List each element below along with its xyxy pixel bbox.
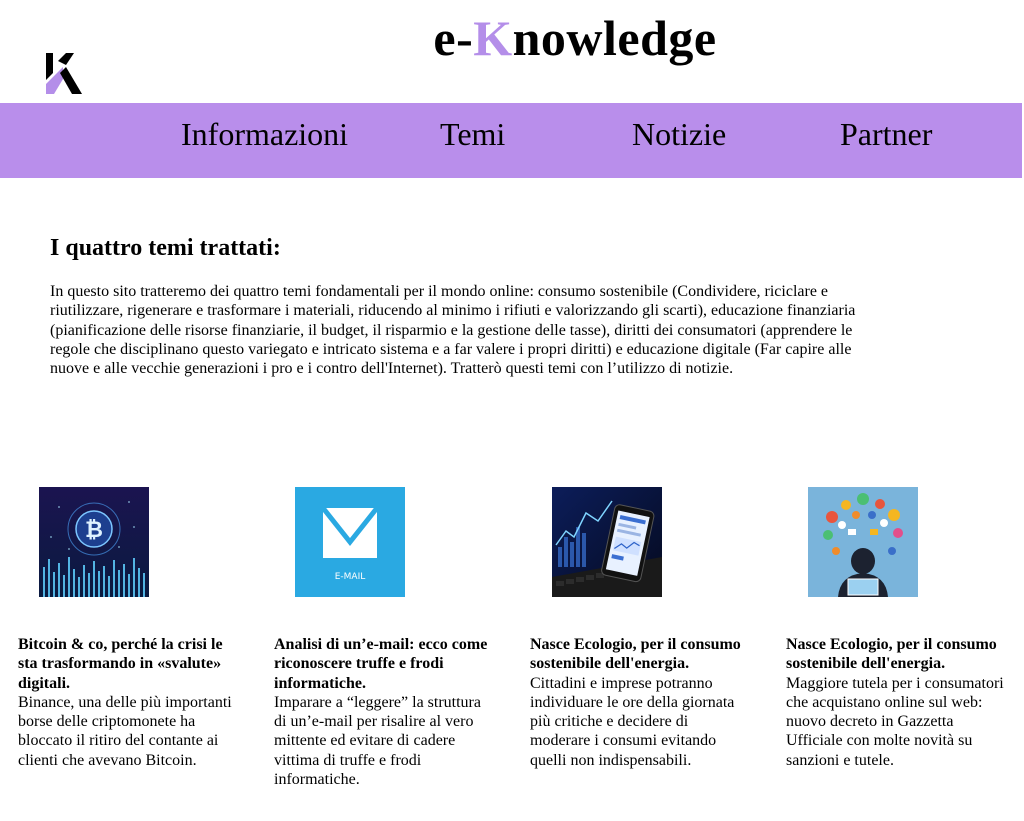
nav-informazioni[interactable]: Informazioni	[181, 116, 349, 152]
site-title-accent: K	[473, 10, 513, 66]
smartphone-chart-image[interactable]	[552, 487, 662, 597]
nav-partner[interactable]: Partner	[840, 116, 933, 152]
news-title[interactable]: Bitcoin & co, perché la crisi le sta trasformando in «svalute» digitali.	[18, 636, 223, 692]
site-title-prefix: e-	[433, 10, 474, 66]
svg-text:₿: ₿	[85, 518, 103, 543]
news-description: Binance, una delle più importanti borse delle criptomonete ha bloccato il ritiro del contante ai clienti che avevano Bitcoin.	[18, 693, 232, 769]
bitcoin-image[interactable]	[39, 487, 149, 597]
news-title[interactable]: Nasce Ecologio, per il consumo sostenibile dell'energia.	[530, 636, 741, 673]
site-title-rest: nowledge	[512, 10, 717, 66]
email-image-caption: E-MAIL	[334, 572, 366, 582]
email-image[interactable]	[295, 487, 405, 597]
section-heading: I quattro temi trattati:	[50, 235, 281, 261]
news-description: Imparare a “leggere” la struttura di un’e-mail per risalire al vero mittente ed evitare di cadere vittima di truffe e frodi informatiche.	[274, 693, 481, 789]
news-card-text	[18, 635, 240, 770]
digital-consumer-image[interactable]	[808, 487, 918, 597]
main-nav	[0, 103, 1022, 178]
news-title[interactable]: Analisi di un’e-mail: ecco come riconoscere truffe e frodi informatiche.	[274, 636, 488, 692]
news-card-text	[274, 635, 496, 789]
site-title	[0, 6, 1024, 70]
nav-temi[interactable]: Temi	[440, 116, 506, 152]
news-card-text	[530, 635, 752, 770]
news-description: Cittadini e imprese potranno individuare le ore della giornata più critiche e decidere di moderare i consumi evitando quelli non indispensabili.	[530, 674, 735, 769]
news-description: Maggiore tutela per i consumatori che acquistano online sul web: nuovo decreto in Gazzetta Ufficiale con molte novità su sanzioni e tutele.	[786, 674, 1004, 769]
news-card-text	[786, 635, 1008, 770]
intro-paragraph: In questo sito tratteremo dei quattro temi fondamentali per il mondo online: consumo sostenibile (Condividere, riciclare e riutilizzare, rigenerare e trasformare i materiali, riducendo al minimo i rifiuti e valorizzando gli scarti), educazione finanziaria (pianificazione delle risorse finanziarie, il budget, il risparmio e la gestione delle tasse), diritti dei consumatori (apprendere le regole che disciplinano questo variegato e intricato sistema e a far valere i propri diritti) e educazione digitale (Far capire alle nuove e alle vecchie generazioni i pro e i contro dell'Internet). Tratterò questi temi con l’utilizzo di notizie.	[50, 283, 856, 378]
news-title[interactable]: Nasce Ecologio, per il consumo sostenibile dell'energia.	[786, 636, 997, 673]
nav-notizie[interactable]: Notizie	[632, 116, 727, 152]
